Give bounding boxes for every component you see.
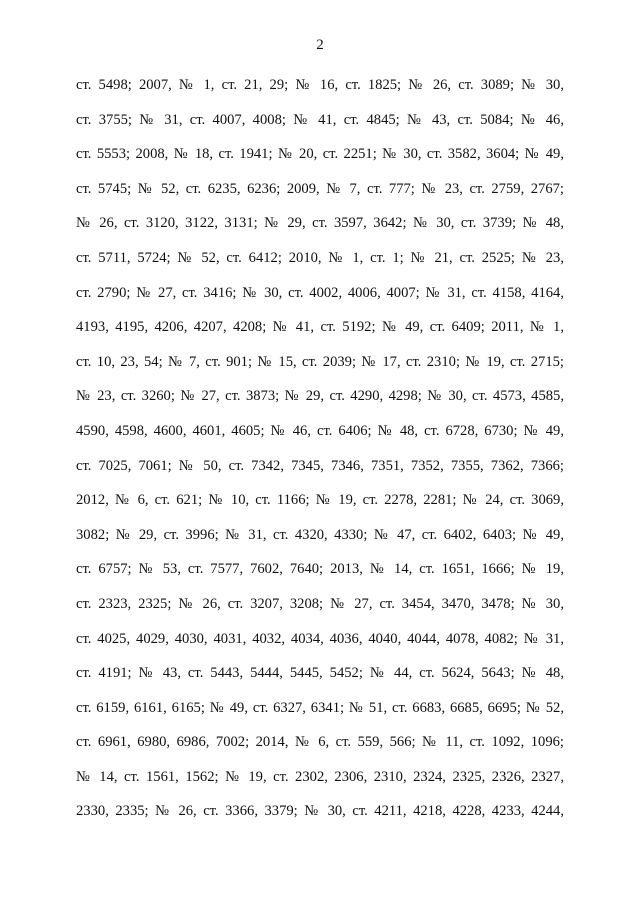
text-line: ст. 7025, 7061; № 50, ст. 7342, 7345, 7346, 7351, 7352, 7355, 7362, 7366; xyxy=(76,457,564,474)
text-line: ст. 5711, 5724; № 52, ст. 6412; 2010, № 1, ст. 1; № 21, ст. 2525; № 23, xyxy=(76,249,564,266)
text-line: 2330, 2335; № 26, ст. 3366, 3379; № 30, ст. 4211, 4218, 4228, 4233, 4244, xyxy=(76,803,564,820)
text-line: ст. 3755; № 31, ст. 4007, 4008; № 41, ст. 4845; № 43, ст. 5084; № 46, xyxy=(76,111,564,128)
text-line: 4590, 4598, 4600, 4601, 4605; № 46, ст. 6406; № 48, ст. 6728, 6730; № 49, xyxy=(76,422,564,439)
text-line: ст. 5745; № 52, ст. 6235, 6236; 2009, № 7, ст. 777; № 23, ст. 2759, 2767; xyxy=(76,180,564,197)
text-line: ст. 2323, 2325; № 26, ст. 3207, 3208; № 27, ст. 3454, 3470, 3478; № 30, xyxy=(76,595,564,612)
text-line: 4193, 4195, 4206, 4207, 4208; № 41, ст. 5192; № 49, ст. 6409; 2011, № 1, xyxy=(76,319,564,336)
text-line: ст. 4191; № 43, ст. 5443, 5444, 5445, 5452; № 44, ст. 5624, 5643; № 48, xyxy=(76,665,564,682)
text-line: ст. 6757; № 53, ст. 7577, 7602, 7640; 2013, № 14, ст. 1651, 1666; № 19, xyxy=(76,561,564,578)
text-line: ст. 10, 23, 54; № 7, ст. 901; № 15, ст. 2039; № 17, ст. 2310; № 19, ст. 2715; xyxy=(76,353,564,370)
text-line: № 26, ст. 3120, 3122, 3131; № 29, ст. 3597, 3642; № 30, ст. 3739; № 48, xyxy=(76,215,564,232)
text-line: ст. 4025, 4029, 4030, 4031, 4032, 4034, 4036, 4040, 4044, 4078, 4082; № 31, xyxy=(76,630,564,647)
text-line: № 14, ст. 1561, 1562; № 19, ст. 2302, 2306, 2310, 2324, 2325, 2326, 2327, xyxy=(76,768,564,785)
text-line: ст. 5498; 2007, № 1, ст. 21, 29; № 16, ст. 1825; № 26, ст. 3089; № 30, xyxy=(76,77,564,93)
text-line: 3082; № 29, ст. 3996; № 31, ст. 4320, 4330; № 47, ст. 6402, 6403; № 49, xyxy=(76,526,564,543)
text-line: ст. 6159, 6161, 6165; № 49, ст. 6327, 6341; № 51, ст. 6683, 6685, 6695; № 52, xyxy=(76,699,564,716)
legal-citations-text xyxy=(76,68,564,829)
text-line: ст. 5553; 2008, № 18, ст. 1941; № 20, ст. 2251; № 30, ст. 3582, 3604; № 49, xyxy=(76,146,564,163)
text-line: № 23, ст. 3260; № 27, ст. 3873; № 29, ст. 4290, 4298; № 30, ст. 4573, 4585, xyxy=(76,388,564,405)
page-number: 2 xyxy=(316,37,324,53)
text-line: ст. 2790; № 27, ст. 3416; № 30, ст. 4002, 4006, 4007; № 31, ст. 4158, 4164, xyxy=(76,284,564,301)
text-line: 2012, № 6, ст. 621; № 10, ст. 1166; № 19, ст. 2278, 2281; № 24, ст. 3069, xyxy=(76,492,564,509)
text-line: ст. 6961, 6980, 6986, 7002; 2014, № 6, ст. 559, 566; № 11, ст. 1092, 1096; xyxy=(76,734,564,751)
